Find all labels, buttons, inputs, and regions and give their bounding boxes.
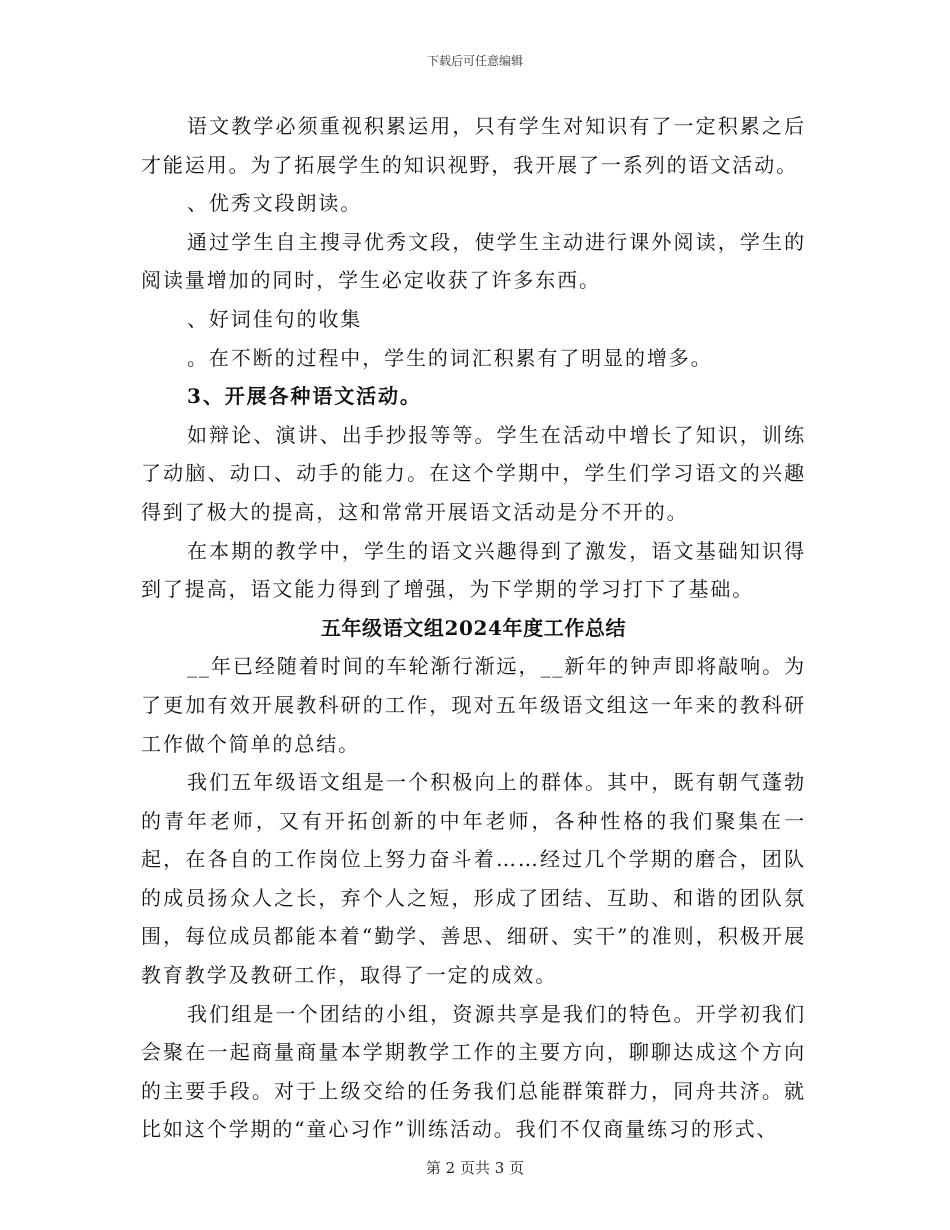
section-heading: 3、开展各种语文活动。	[187, 384, 422, 409]
paragraph: 通过学生自主搜寻优秀文段，使学生主动进行课外阅读，学生的阅读量增加的同时，学生必定收获了许多东西。	[141, 229, 806, 293]
paragraph: 在本期的教学中，学生的语文兴趣得到了激发，语文基础知识得到了提高，语文能力得到了增强，为下学期的学习打下了基础。	[141, 538, 806, 602]
paragraph: 我们组是一个团结的小组，资源共享是我们的特色。开学初我们会聚在一起商量商量本学期教学工作的主要方向，聊聊达成这个方向的主要手段。对于上级交给的任务我们总能群策群力，同舟共济。就比如这个学期的“童心习作”训练活动。我们不仅商量练习的形式、	[141, 1001, 806, 1142]
document-body	[141, 107, 806, 1149]
paragraph: 我们五年级语文组是一个积极向上的群体。其中，既有朝气蓬勃的青年老师，又有开拓创新的中年老师，各种性格的我们聚集在一起，在各自的工作岗位上努力奋斗着……经过几个学期的磨合，团队的成员扬众人之长，弃个人之短，形成了团结、互助、和谐的团队氛围，每位成员都能本着“勤学、善思、细研、实干”的准则，积极开展教育教学及教研工作，取得了一定的成效。	[141, 770, 806, 988]
page-header: 下载后可任意编辑	[426, 54, 523, 68]
document-title: 五年级语文组2024年度工作总结	[320, 615, 627, 640]
paragraph: 语文教学必须重视积累运用，只有学生对知识有了一定积累之后才能运用。为了拓展学生的知识视野，我开展了一系列的语文活动。	[141, 114, 806, 177]
paragraph: __年已经随着时间的车轮渐行渐远，__新年的钟声即将敲响。为了更加有效开展教科研的工作，现对五年级语文组这一年来的教科研工作做个简单的总结。	[141, 654, 806, 756]
list-item: 、好词佳句的收集	[187, 306, 363, 331]
page-footer: 第 2 页共 3 页	[425, 1159, 525, 1177]
paragraph: 如辩论、演讲、出手抄报等等。学生在活动中增长了知识，训练了动脑、动口、动手的能力。在这个学期中，学生们学习语文的兴趣得到了极大的提高，这和常常开展语文活动是分不开的。	[141, 422, 806, 524]
list-item: 、优秀文段朗读。	[187, 191, 363, 216]
paragraph: 。在不断的过程中，学生的词汇积累有了明显的增多。	[187, 345, 713, 370]
